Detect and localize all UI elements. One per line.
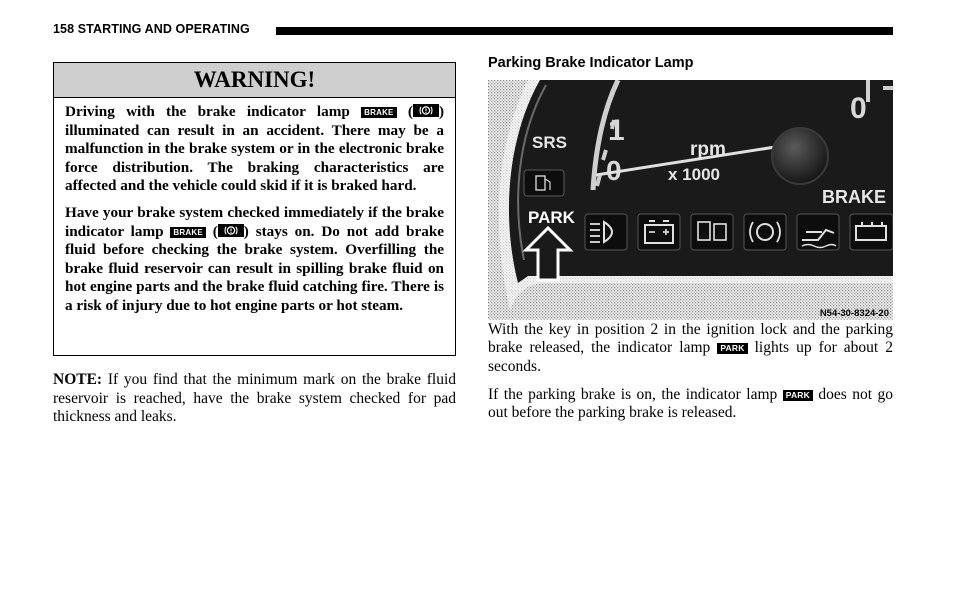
section-title: Parking Brake Indicator Lamp (488, 55, 694, 71)
note-label: NOTE: (53, 371, 103, 388)
brake-badge: BRAKE (170, 227, 205, 238)
page-header (53, 20, 893, 40)
figure-code: N54-30-8324-20 (819, 308, 889, 319)
page-label: 158 STARTING AND OPERATING (53, 22, 250, 36)
instrument-cluster-illustration (488, 80, 893, 320)
multiplier-label: x 1000 (668, 165, 720, 184)
warning-paragraph-2: Have your brake system checked immediately if the brake indicator lamp BRAKE ( ) stays on. Do not add brake fluid before checking the brake system. Overfilling the brake fluid reservoir can result in spilling brake fluid on hot engine parts and the brake fluid catching fire. There is a risk of injury due to hot engine parts or hot steam. (65, 203, 445, 314)
brake-label: BRAKE (822, 187, 887, 207)
paragraph-2: If the parking brake is on, the indicator lamp PARK does not go out before the parking brake is released. (488, 386, 893, 422)
header-rule (276, 27, 893, 35)
note-text: If you find that the minimum mark on the brake fluid reservoir is reached, have the brake system checked for pad thickness and leaks. (53, 371, 457, 425)
paragraph-1: With the key in position 2 in the ignition lock and the parking brake released, the indicator lamp PARK lights up for about 2 seconds. (488, 321, 894, 375)
speedo-digit-zero: 0 (850, 92, 867, 125)
park-badge: PARK (717, 343, 747, 354)
warning-box (53, 62, 456, 356)
park-label: PARK (528, 208, 575, 227)
srs-label: SRS (532, 133, 567, 152)
tach-digit-zero: 0 (606, 155, 622, 186)
brake-warning-icon (413, 104, 439, 117)
center-knob (772, 128, 828, 184)
brake-badge: BRAKE (361, 107, 396, 118)
warning-paragraph-1: Driving with the brake indicator lamp BRAKE ( ) illuminated can result in an accident. There may be a malfunction in the brake system or in the electronic brake force distribution. The braking characteristics are affected and the vehicle could skid if it is braked hard. (65, 103, 445, 195)
fuel-lamp (524, 170, 564, 196)
tach-digit-one: 1 (608, 114, 625, 147)
instrument-cluster-figure (488, 80, 893, 320)
warning-body (54, 98, 455, 316)
rpm-label: rpm (690, 139, 726, 160)
warning-title: WARNING! (54, 63, 455, 98)
park-badge: PARK (783, 390, 813, 401)
brake-warning-icon (218, 224, 244, 237)
note-paragraph (53, 371, 456, 427)
